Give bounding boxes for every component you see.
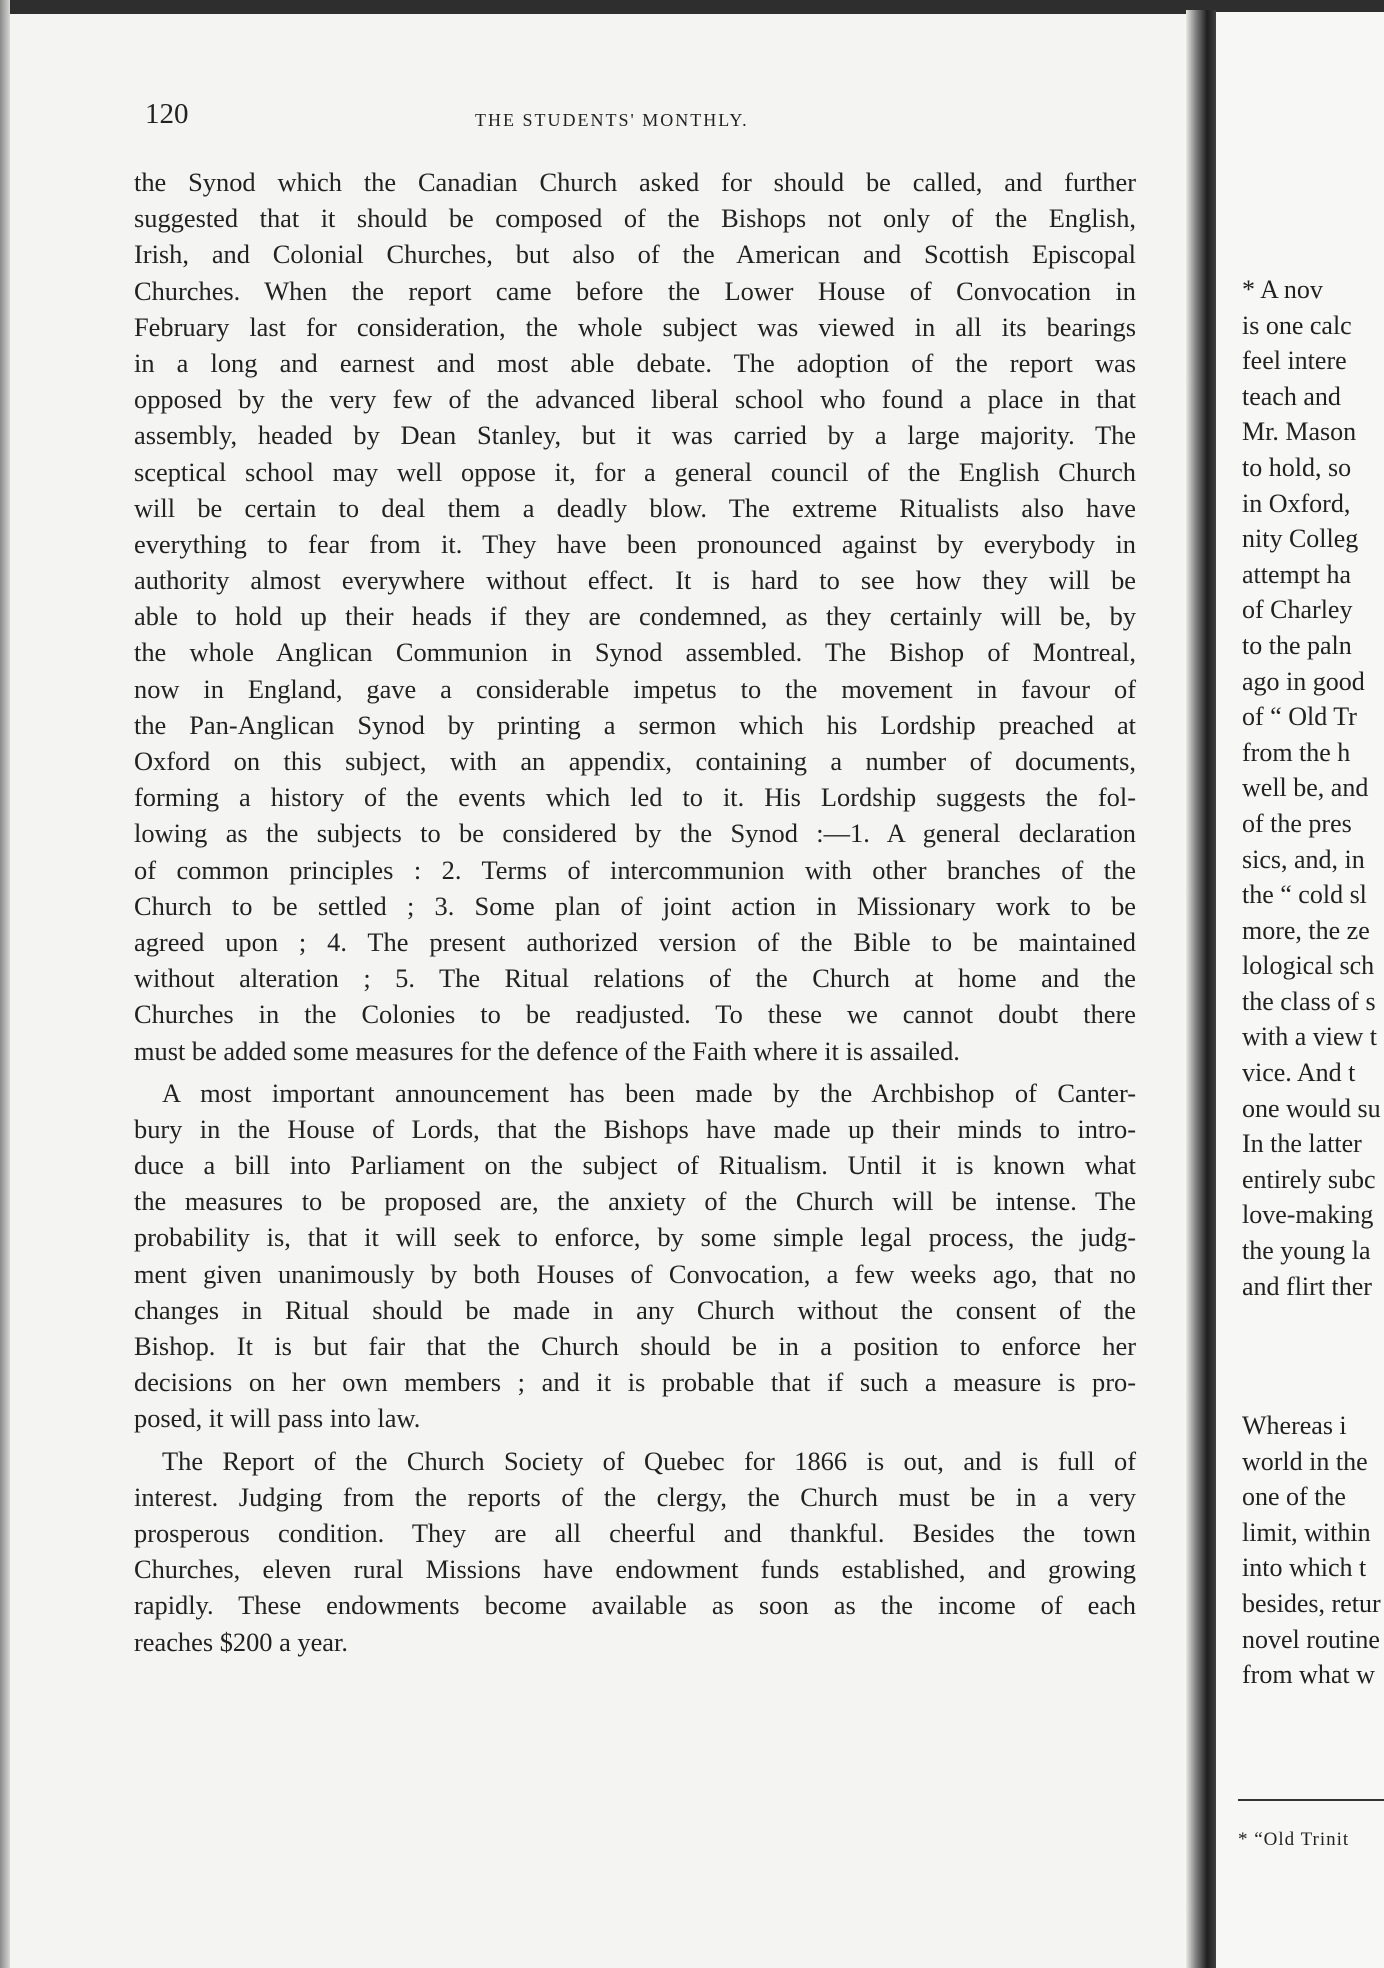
text-line: must be added some measures for the defence of the Faith where it is assailed. (134, 1035, 960, 1066)
right-page-text-fragment: to hold, so (1242, 452, 1352, 482)
right-page-text-fragment: the young la (1242, 1236, 1371, 1266)
text-line: reaches $200 a year. (134, 1626, 348, 1657)
paragraph (134, 1075, 1136, 1437)
right-page-text-fragment: teach and (1242, 381, 1341, 411)
text-line: changes in Ritual should be made in any Church without the consent of the (134, 1294, 1136, 1325)
text-line: duce a bill into Parliament on the subject of Ritualism. Until it is known what (134, 1150, 1136, 1181)
text-line: interest. Judging from the reports of the clergy, the Church must be in a very (134, 1481, 1136, 1512)
text-line: Church to be settled ; 3. Some plan of joint action in Missionary work to be (134, 890, 1136, 921)
text-line: February last for consideration, the whole subject was viewed in all its bearings (134, 311, 1136, 342)
text-line: Irish, and Colonial Churches, but also of the American and Scottish Episcopal (134, 239, 1136, 270)
right-page-text-fragment: one would su (1242, 1093, 1381, 1123)
text-line: sceptical school may well oppose it, for a general council of the English Church (134, 456, 1136, 487)
text-line: without alteration ; 5. The Ritual relations of the Church at home and the (134, 963, 1136, 994)
paragraph (134, 164, 1136, 1069)
text-line: the measures to be proposed are, the anxiety of the Church will be intense. The (134, 1186, 1136, 1217)
right-page-text-fragment: sics, and, in (1242, 844, 1365, 874)
right-page-text-fragment: of the pres (1242, 808, 1352, 838)
right-page-text-fragment: entirely subc (1242, 1164, 1376, 1194)
page-header (145, 98, 1135, 138)
text-line: the Synod which the Canadian Church asked for should be called, and further (134, 167, 1136, 197)
text-line: forming a history of the events which led to it. His Lordship suggests the fol- (134, 782, 1136, 813)
text-line: lowing as the subjects to be considered by the Synod :—1. A general declaration (134, 818, 1136, 849)
text-line: bury in the House of Lords, that the Bishops have made up their minds to intro- (134, 1113, 1136, 1144)
text-line: the Pan-Anglican Synod by printing a sermon which his Lordship preached at (134, 709, 1136, 740)
right-page-text-fragment: attempt ha (1242, 559, 1352, 589)
text-line: the whole Anglican Communion in Synod assembled. The Bishop of Montreal, (134, 637, 1136, 668)
right-page-text-fragment: more, the ze (1242, 915, 1370, 945)
right-page-text-fragment: from what w (1242, 1660, 1375, 1690)
right-page-text-fragment: besides, retur (1242, 1588, 1381, 1618)
right-page-text-fragment: of Charley (1242, 595, 1353, 625)
right-page-text-fragment: with a view t (1242, 1022, 1378, 1052)
text-line: Oxford on this subject, with an appendix, containing a number of documents, (134, 746, 1136, 776)
right-page-column-bottom (1242, 1408, 1384, 1693)
text-line: Churches. When the report came before the Lower House of Convocation in (134, 275, 1136, 306)
right-page-text-fragment: feel intere (1242, 346, 1347, 376)
right-page-text-fragment: the class of s (1242, 986, 1376, 1016)
text-line: posed, it will pass into law. (134, 1403, 421, 1434)
right-page-text-fragment: Whereas i (1242, 1411, 1347, 1440)
text-line: in a long and earnest and most able debate. The adoption of the report was (134, 347, 1136, 378)
text-line: will be certain to deal them a deadly blow. The extreme Ritualists also have (134, 492, 1136, 523)
right-page-text-fragment: the “ cold sl (1242, 880, 1367, 910)
right-page-text-fragment: into which t (1242, 1553, 1367, 1583)
text-line: agreed upon ; 4. The present authorized version of the Bible to be maintained (134, 926, 1136, 957)
text-line: probability is, that it will seek to enforce, by some simple legal process, the judg- (134, 1222, 1136, 1253)
right-page-footnote: * “Old Trinit (1238, 1829, 1350, 1850)
right-page-text-fragment: and flirt ther (1242, 1271, 1372, 1301)
article-body (134, 164, 1136, 1660)
right-page-text-fragment: one of the (1242, 1482, 1346, 1512)
right-page-text-fragment: limit, within (1242, 1517, 1371, 1547)
right-page-text-fragment: of “ Old Tr (1242, 702, 1357, 732)
text-line: Bishop. It is but fair that the Church should be in a position to enforce her (134, 1331, 1136, 1361)
right-page-text-fragment: ago in good (1242, 666, 1365, 696)
right-page-text-fragment: to the paln (1242, 630, 1352, 660)
right-page-text-fragment: lological sch (1242, 951, 1375, 981)
right-page-text-fragment: from the h (1242, 737, 1351, 767)
right-page-text-fragment: In the latter (1242, 1129, 1362, 1159)
text-line: A most important announcement has been made by the Archbishop of Canter- (162, 1077, 1136, 1108)
right-page (1216, 12, 1384, 1968)
text-line: The Report of the Church Society of Quebec for 1866 is out, and is full of (162, 1445, 1136, 1476)
text-line: ment given unanimously by both Houses of Convocation, a few weeks ago, that no (134, 1258, 1136, 1289)
text-line: opposed by the very few of the advanced liberal school who found a place in that (134, 384, 1136, 415)
right-page-text-fragment: nity Colleg (1242, 524, 1359, 554)
text-line: able to hold up their heads if they are condemned, as they certainly will be, by (134, 601, 1136, 632)
book-gutter (1186, 10, 1216, 1968)
right-page-column-top (1242, 272, 1384, 1304)
right-page-text-fragment: love-making (1242, 1200, 1374, 1230)
right-page-text-fragment: novel routine (1242, 1624, 1380, 1654)
right-page-text-fragment: well be, and (1242, 773, 1369, 803)
text-line: now in England, gave a considerable impetus to the movement in favour of (134, 673, 1136, 704)
text-line: prosperous condition. They are all cheerful and thankful. Besides the town (134, 1517, 1136, 1548)
text-line: of common principles : 2. Terms of intercommunion with other branches of the (134, 854, 1136, 885)
text-line: everything to fear from it. They have been pronounced against by everybody in (134, 528, 1136, 559)
right-page-text-fragment: vice. And t (1242, 1058, 1356, 1088)
right-page-text-fragment: in Oxford, (1242, 488, 1351, 518)
running-head: THE STUDENTS' MONTHLY. (475, 110, 749, 130)
right-page-text-fragment: world in the (1242, 1446, 1368, 1476)
text-line: Churches, eleven rural Missions have endowment funds established, and growing (134, 1554, 1136, 1585)
right-page-text-fragment: * A nov (1242, 275, 1323, 304)
text-line: rapidly. These endowments become available as soon as the income of each (134, 1590, 1136, 1621)
right-page-text-fragment: is one calc (1242, 310, 1352, 340)
right-page-text-fragment: Mr. Mason (1242, 417, 1357, 447)
page-number: 120 (145, 98, 189, 130)
text-line: Churches in the Colonies to be readjusted. To these we cannot doubt there (134, 999, 1136, 1030)
text-line: suggested that it should be composed of the Bishops not only of the English, (134, 203, 1136, 234)
text-line: authority almost everywhere without effect. It is hard to see how they will be (134, 565, 1136, 596)
footnote-rule (1238, 1799, 1384, 1801)
text-line: assembly, headed by Dean Stanley, but it was carried by a large majority. The (134, 420, 1136, 451)
paragraph (134, 1443, 1136, 1660)
text-line: decisions on her own members ; and it is probable that if such a measure is pro- (134, 1367, 1136, 1398)
